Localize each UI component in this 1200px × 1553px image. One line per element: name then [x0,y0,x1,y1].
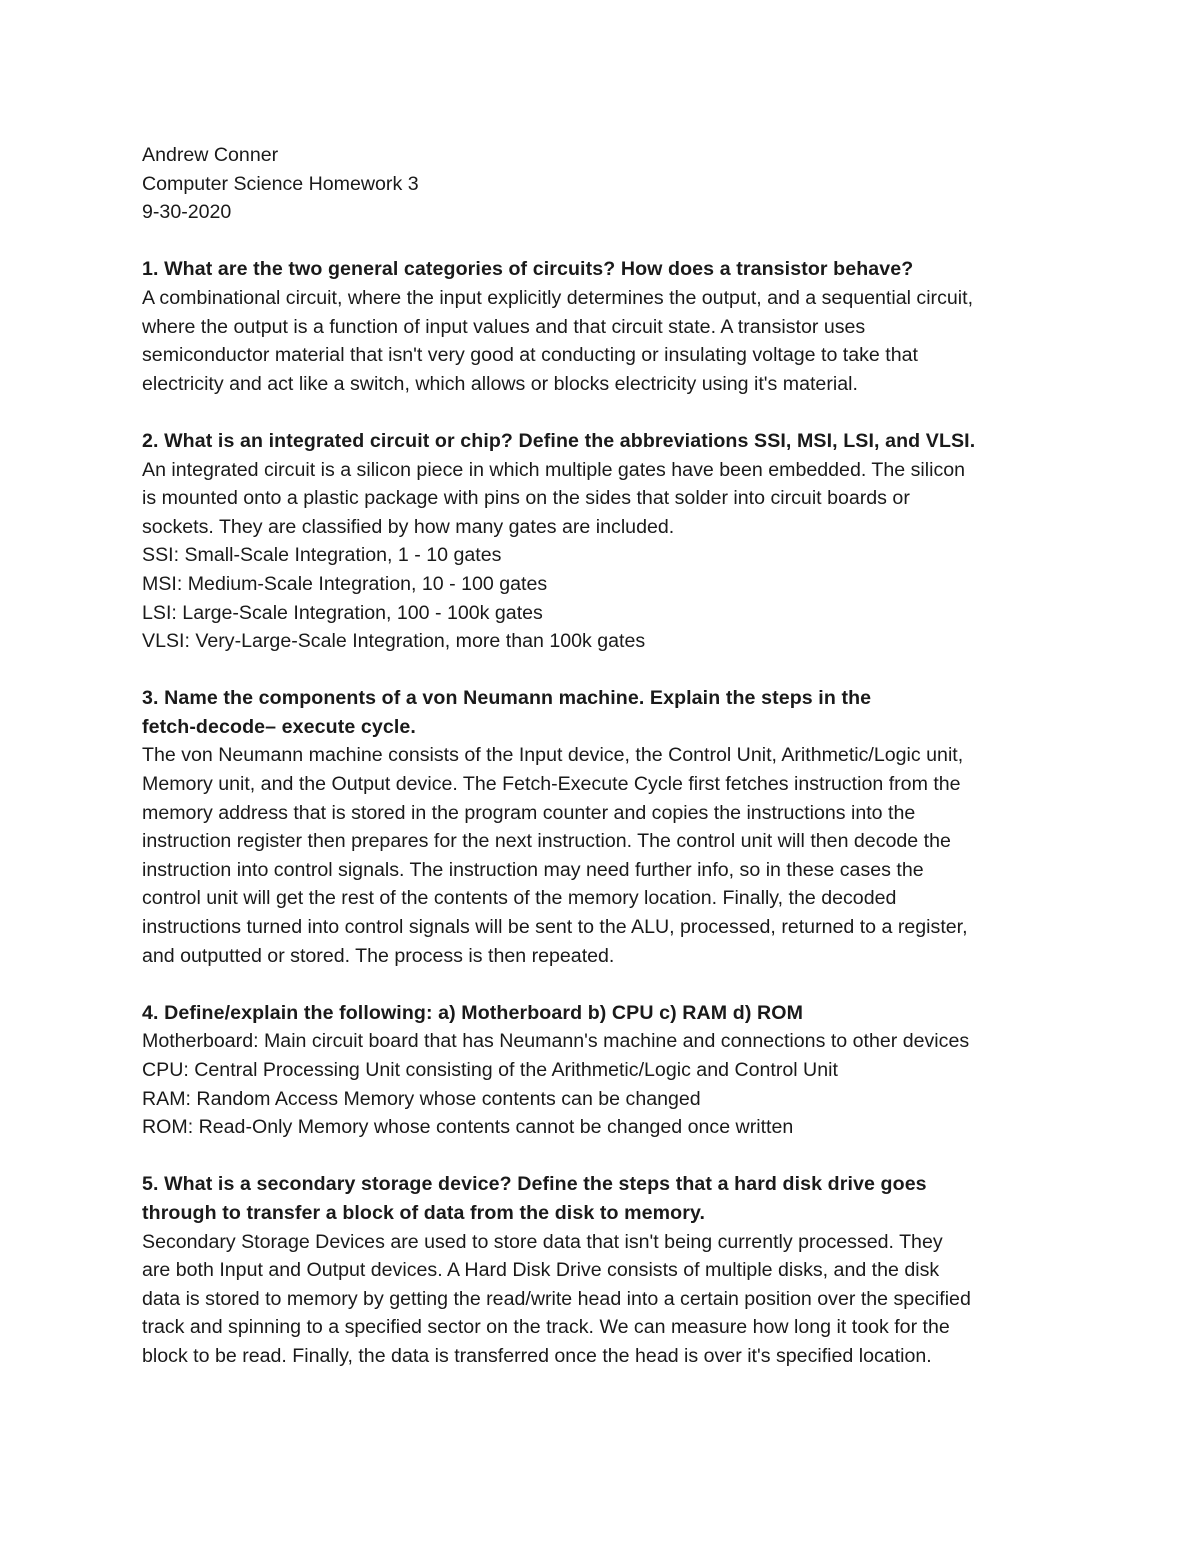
spacer [142,656,1072,685]
header-block [142,141,1072,227]
answer-5-line-4: track and spinning to a specified sector on the track. We can measure how long it took for the [142,1316,950,1339]
answer-1-line-4: electricity and act like a switch, which allows or blocks electricity using it's material. [142,372,858,395]
answer-3-line-6: control unit will get the rest of the contents of the memory location. Finally, the decoded [142,887,897,910]
answer-4-cpu: CPU: Central Processing Unit consisting of the Arithmetic/Logic and Control Unit [142,1059,838,1081]
answer-5-line-5: block to be read. Finally, the data is transferred once the head is over it's specified location. [142,1344,932,1367]
spacer [142,970,1072,999]
answer-2-line-2: is mounted onto a plastic package with pins on the sides that solder into circuit boards or [142,487,910,510]
answer-3-line-2: Memory unit, and the Output device. The Fetch-Execute Cycle first fetches instruction from the [142,773,961,796]
question-4: 4. Define/explain the following: a) Motherboard b) CPU c) RAM d) ROM [142,1001,804,1024]
question-3-line-2: fetch-decode– execute cycle. [142,715,416,738]
question-1: 1. What are the two general categories of circuits? How does a transistor behave? [142,258,914,281]
answer-3-line-7: instructions turned into control signals will be sent to the ALU, processed, returned to a register, [142,916,968,939]
answer-5-line-1: Secondary Storage Devices are used to store data that isn't being currently processed. They [142,1230,943,1253]
answer-4-rom: ROM: Read-Only Memory whose contents cannot be changed once written [142,1116,794,1139]
answer-5-line-3: data is stored to memory by getting the read/write head into a certain position over the specified [142,1287,971,1310]
answer-4-ram: RAM: Random Access Memory whose contents can be changed [142,1087,701,1110]
question-section-5 [142,1170,1072,1370]
question-section-2 [142,427,1072,656]
answer-1-line-3: semiconductor material that isn't very good at conducting or insulating voltage to take that [142,344,918,367]
spacer [142,398,1072,427]
answer-1-line-1: A combinational circuit, where the input explicitly determines the output, and a sequential circuit, [142,286,974,309]
answer-2-vlsi: VLSI: Very-Large-Scale Integration, more than 100k gates [142,630,646,653]
assignment-date: 9-30-2020 [142,201,232,224]
answer-2-lsi: LSI: Large-Scale Integration, 100 - 100k gates [142,601,543,624]
answer-5-line-2: are both Input and Output devices. A Hard Disk Drive consists of multiple disks, and the disk [142,1259,940,1282]
author-name: Andrew Conner [142,144,279,166]
answer-2-msi: MSI: Medium-Scale Integration, 10 - 100 gates [142,572,548,595]
answer-4-motherboard: Motherboard: Main circuit board that has Neumann's machine and connections to other devices [142,1030,970,1053]
course-title: Computer Science Homework 3 [142,172,419,195]
question-section-3 [142,684,1072,970]
answer-3-line-4: instruction register then prepares for the next instruction. The control unit will then decode the [142,830,951,853]
answer-3-line-3: memory address that is stored in the program counter and copies the instructions into the [142,801,916,824]
spacer [142,1142,1072,1171]
question-3-line-1: 3. Name the components of a von Neumann machine. Explain the steps in the [142,687,872,710]
question-5-line-1: 5. What is a secondary storage device? Define the steps that a hard disk drive goes [142,1173,927,1196]
answer-2-ssi: SSI: Small-Scale Integration, 1 - 10 gates [142,544,502,567]
question-section-1 [142,255,1072,398]
question-5-line-2: through to transfer a block of data from the disk to memory. [142,1201,706,1224]
answer-3-line-8: and outputted or stored. The process is then repeated. [142,944,615,967]
answer-2-line-3: sockets. They are classified by how many gates are included. [142,515,675,538]
question-2: 2. What is an integrated circuit or chip? Define the abbreviations SSI, MSI, LSI, and VLSI. [142,429,976,452]
answer-2-line-1: An integrated circuit is a silicon piece in which multiple gates have been embedded. The silicon [142,458,966,481]
document-page [142,141,1072,1371]
question-section-4 [142,999,1072,1142]
answer-3-line-1: The von Neumann machine consists of the Input device, the Control Unit, Arithmetic/Logic unit, [142,744,964,767]
spacer [142,227,1072,256]
answer-3-line-5: instruction into control signals. The instruction may need further info, so in these cases the [142,858,924,881]
answer-1-line-2: where the output is a function of input values and that circuit state. A transistor uses [142,315,866,338]
